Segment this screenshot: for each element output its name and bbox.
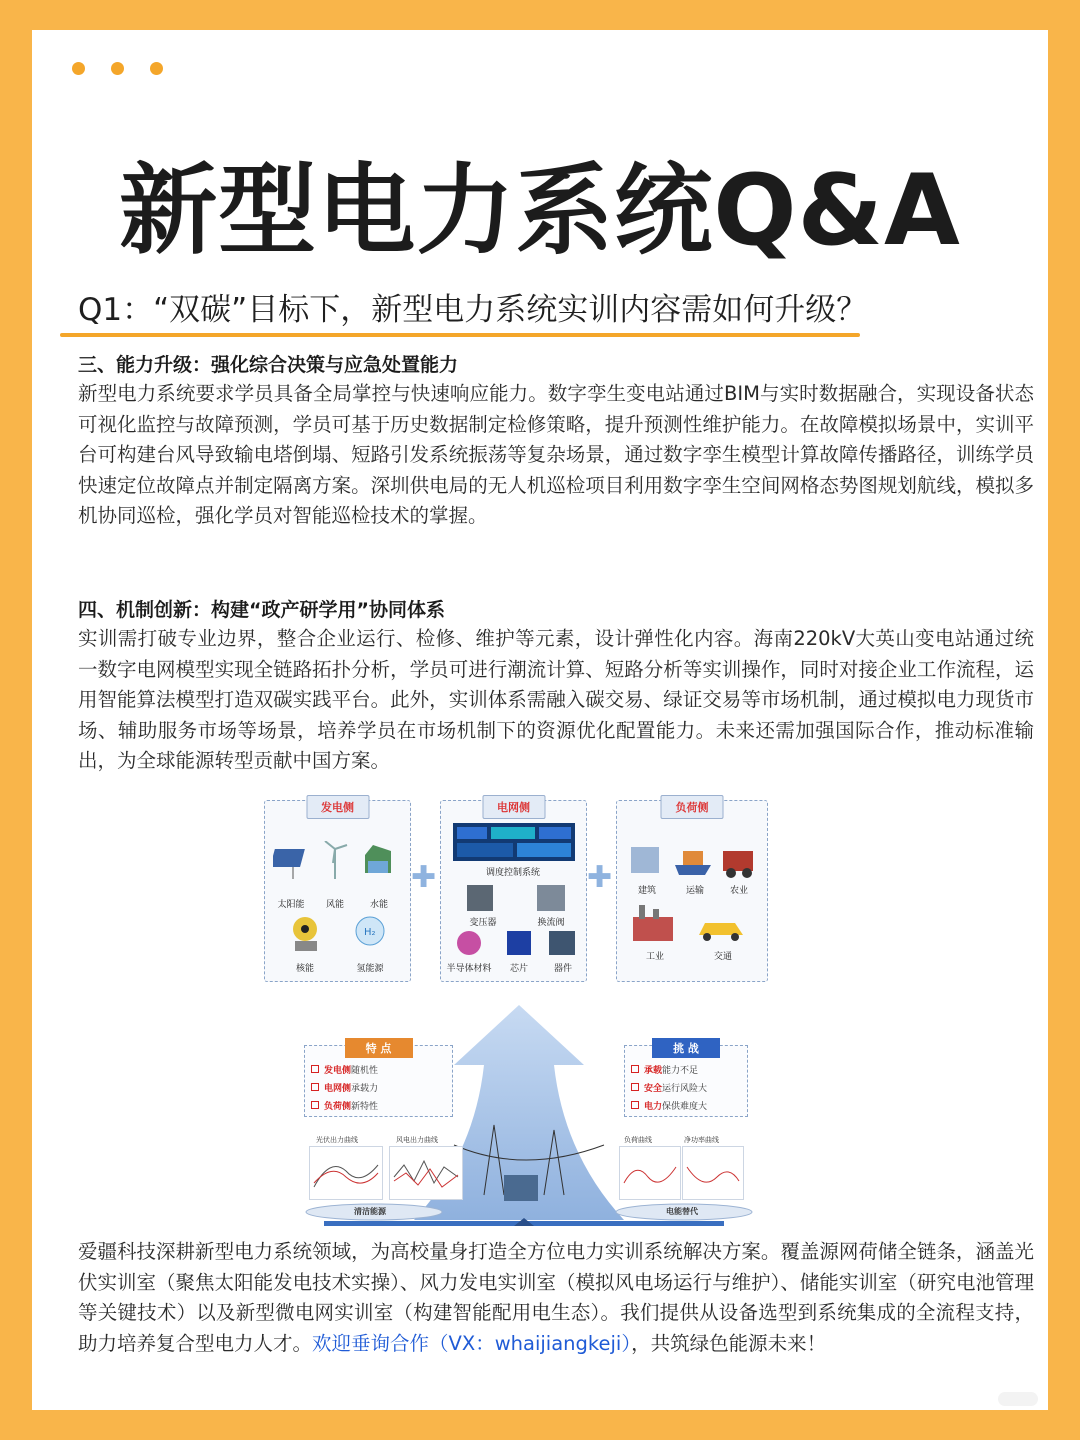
grid-icons-2 <box>451 929 579 959</box>
wind-label: 风能 <box>325 900 344 910</box>
window-dots <box>72 62 163 75</box>
footer-tail: ，共筑绿色能源未来！ <box>631 1331 827 1355</box>
net-power-curve-label: 净功率曲线 <box>684 1136 719 1144</box>
transformer-label: 变压器 <box>469 918 497 928</box>
dispatch-screen-icon <box>453 823 575 863</box>
features-item: 负荷侧新特性 <box>311 1098 446 1116</box>
question-underline <box>60 333 860 337</box>
dot-icon <box>72 62 85 75</box>
net-power-curve-chart <box>682 1146 744 1200</box>
ship-icon <box>675 865 711 875</box>
challenges-item: 安全运行风险大 <box>631 1080 741 1098</box>
load-icons-1 <box>627 837 757 881</box>
features-item: 发电侧随机性 <box>311 1062 446 1080</box>
chip-label: 芯片 <box>509 964 528 974</box>
clean-energy-label: 清洁能源 <box>354 1207 386 1216</box>
content-card <box>32 30 1048 1410</box>
load-icons-2 <box>633 905 759 945</box>
generation-icons-2 <box>285 911 395 955</box>
section-3-title: 三、能力升级：强化综合决策与应急处置能力 <box>78 354 459 376</box>
features-title: 特 点 <box>345 1038 413 1058</box>
section-3-body: 新型电力系统要求学员具备全局掌控与快速响应能力。数字孪生变电站通过BIM与实时数据融合，实现设备状态可视化监控与故障预测，学员可基于历史数据制定检修策略，提升预测性维护能力。在故障模拟场景中，实训平台可构建台风导致输电塔倒塌、短路引发系统振荡等复杂场景，通过数字孪生模型计算故障传播路径，训练学员快速定位故障点并制定隔离方案。深圳供电局的无人机巡检项目利用数字孪生空间网格态势图规划航线，模拟多机协同巡检，强化学员对智能巡检技术的掌握。 <box>78 382 1034 527</box>
traffic-label: 交通 <box>713 952 732 962</box>
footer-body: 爱疆科技深耕新型电力系统领域，为高校量身打造全方位电力实训系统解决方案。覆盖源网荷储全链条，涵盖光伏实训室（聚焦太阳能发电技术实操）、风力发电实训室（模拟风电场运行与维护）、储能实训室（研究电池管理等关键技术）以及新型微电网实训室（构建智能配用电生态）。我们提供从设备选型到系统集成的全流程支持，助力培养复合型电力人才。 <box>78 1240 1034 1355</box>
footer-paragraph <box>78 1237 1034 1359</box>
transformer-icon <box>467 885 493 911</box>
balance-beam <box>324 1218 724 1230</box>
dot-icon <box>150 62 163 75</box>
features-callout <box>304 1042 453 1117</box>
device-icon <box>549 931 575 955</box>
semiconductor-label: 半导体材料 <box>446 964 492 974</box>
nuclear-label: 核能 <box>295 964 314 974</box>
page-title: 新型电力系统Q&A <box>119 154 961 268</box>
wind-curve-label: 风电出力曲线 <box>396 1136 438 1144</box>
plus-icon: ✚ <box>411 860 437 895</box>
semiconductor-icon <box>457 931 481 955</box>
grid-panel <box>440 800 587 982</box>
contact-link[interactable]: 欢迎垂询合作（VX：whaijiangkeji） <box>312 1331 632 1355</box>
agriculture-label: 农业 <box>729 886 748 896</box>
question-heading: Q1：“双碳”目标下，新型电力系统实训内容需如何升级？ <box>78 292 868 328</box>
features-item: 电网侧承载力 <box>311 1080 446 1098</box>
dot-icon <box>111 62 124 75</box>
challenges-callout <box>624 1042 748 1117</box>
section-4-body: 实训需打破专业边界，整合企业运行、检修、维护等元素，设计弹性化内容。海南220kV大英山变电站通过统一数字电网模型实现全链路拓扑分析，学员可进行潮流计算、短路分析等实训操作，同时对接企业工作流程，运用智能算法模型打造双碳实践平台。此外，实训体系需融入碳交易、绿证交易等市场机制，通过模拟电力现货市场、辅助服务市场等场景，培养学员在市场机制下的资源优化配置能力。未来还需加强国际合作，推动标准输出，为全球能源转型贡献中国方案。 <box>78 627 1034 772</box>
power-system-diagram <box>264 790 769 1230</box>
svg-text:H₂: H₂ <box>364 927 376 938</box>
generation-panel-title: 发电侧 <box>306 795 369 819</box>
hydro-label: 水能 <box>369 900 388 910</box>
grid-panel-title: 电网侧 <box>482 795 545 819</box>
building-icon <box>631 847 659 873</box>
watermark <box>998 1392 1038 1406</box>
electrification-label: 电能替代 <box>666 1207 698 1216</box>
industry-label: 工业 <box>645 952 664 962</box>
challenges-title: 挑 战 <box>652 1038 720 1058</box>
plus-icon: ✚ <box>587 860 613 895</box>
load-curve-label: 负荷曲线 <box>624 1136 652 1144</box>
generation-icons <box>273 841 403 891</box>
solar-panel-icon <box>273 849 305 867</box>
challenges-item: 电力保供难度大 <box>631 1098 741 1116</box>
generation-panel <box>264 800 411 982</box>
building-label: 建筑 <box>637 886 656 896</box>
solar-label: 太阳能 <box>277 900 305 910</box>
load-curve-chart <box>619 1146 681 1200</box>
car-icon <box>699 923 743 935</box>
wind-curve-chart <box>389 1146 463 1200</box>
hydrogen-label: 氢能源 <box>356 964 384 974</box>
harvester-icon <box>723 851 753 871</box>
section-4-title: 四、机制创新：构建“政产研学用”协同体系 <box>78 599 445 621</box>
factory-icon <box>633 917 673 941</box>
converter-label: 换流阀 <box>537 918 565 928</box>
load-panel-title: 负荷侧 <box>661 795 724 819</box>
grid-icons-1 <box>461 881 571 915</box>
device-label: 器件 <box>553 964 572 974</box>
pv-curve-chart <box>309 1146 383 1200</box>
transport-label: 运输 <box>685 886 704 896</box>
substation-icon <box>504 1175 538 1201</box>
challenges-item: 承载能力不足 <box>631 1062 741 1080</box>
chip-icon <box>507 931 531 955</box>
dispatch-label: 调度控制系统 <box>485 868 540 878</box>
load-panel <box>616 800 768 982</box>
pv-curve-label: 光伏出力曲线 <box>316 1136 358 1144</box>
converter-valve-icon <box>537 885 565 911</box>
